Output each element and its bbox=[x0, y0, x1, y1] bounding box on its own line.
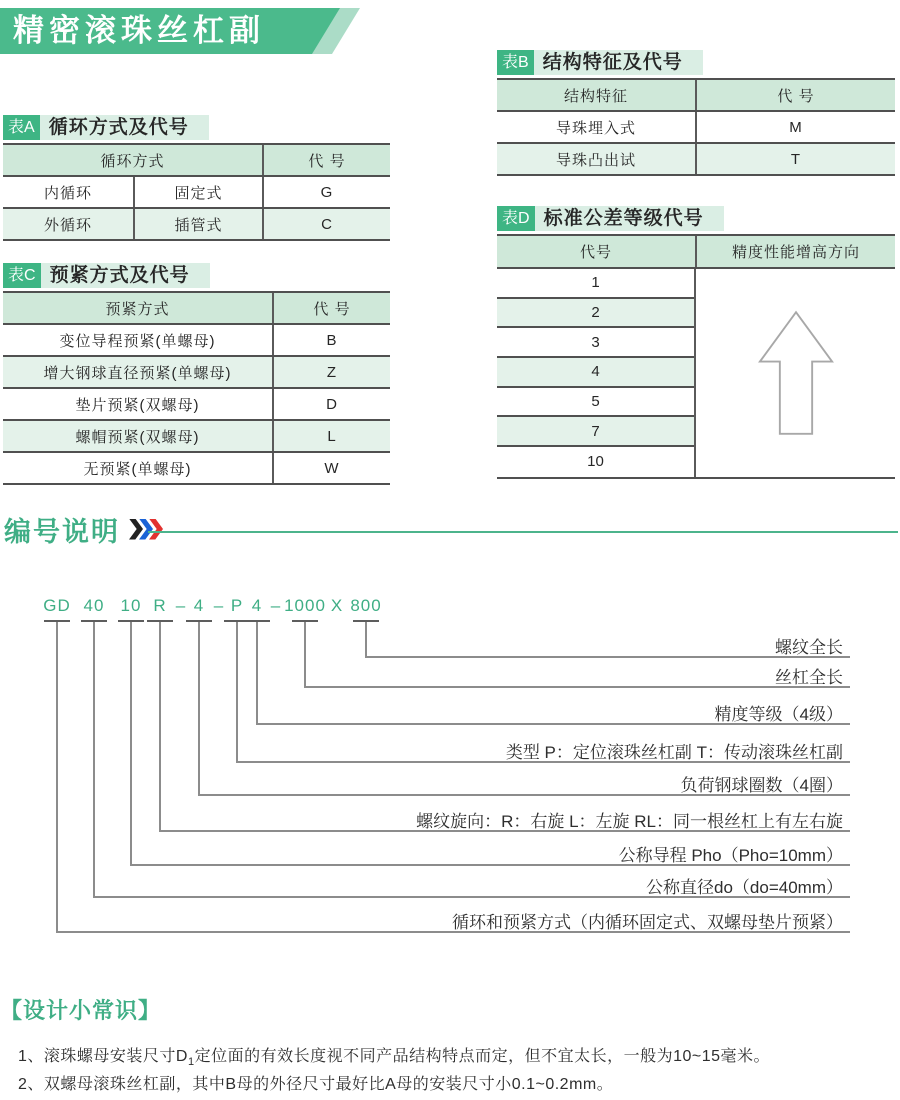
part-code-token: 10 bbox=[120, 596, 142, 615]
grade-code-row: 5 bbox=[497, 388, 694, 418]
table-cell: 变位导程预紧(单螺母) bbox=[59, 332, 216, 350]
connector-vertical-line bbox=[56, 622, 58, 933]
numbering-heading-text: 编号说明 bbox=[4, 516, 120, 547]
table-b-tag: 表B bbox=[497, 50, 534, 75]
connector-vertical-line bbox=[159, 622, 161, 832]
part-code-token: – bbox=[175, 596, 187, 615]
table-cell: W bbox=[272, 453, 390, 483]
tip-1-subscript: 1 bbox=[187, 1056, 195, 1069]
grade-code-row: 7 bbox=[497, 417, 694, 447]
part-code-token: 4 bbox=[193, 596, 205, 615]
connector-label: 螺纹旋向：R：右旋 L：左旋 RL：同一根丝杠上有左右旋 bbox=[416, 812, 843, 831]
part-code-token: 1000 bbox=[284, 596, 326, 615]
connector-vertical-line bbox=[130, 622, 132, 866]
part-code-token: – bbox=[213, 596, 225, 615]
part-code-token: R bbox=[153, 596, 167, 615]
table-d-tag: 表D bbox=[497, 206, 535, 231]
grade-code-row: 3 bbox=[497, 328, 694, 358]
table-cell: D bbox=[272, 389, 390, 419]
connector-vertical-line bbox=[365, 622, 367, 658]
table-cell: 固定式 bbox=[133, 177, 262, 207]
table-a-title: 循环方式及代号 bbox=[40, 115, 209, 140]
connector-label: 负荷钢球圈数（4圈） bbox=[680, 776, 843, 795]
table-cell: 导珠凸出试 bbox=[555, 151, 636, 169]
table-cell: 增大钢球直径预紧(单螺母) bbox=[43, 364, 232, 382]
connector-vertical-line bbox=[198, 622, 200, 796]
table-cell: M bbox=[695, 112, 895, 142]
table-a-tag: 表A bbox=[3, 115, 40, 140]
part-code-token: 800 bbox=[350, 596, 382, 615]
table-c-title: 预紧方式及代号 bbox=[41, 263, 210, 288]
table-cell: 代 号 bbox=[262, 145, 390, 175]
table-cell: 结构特征 bbox=[563, 87, 628, 105]
table-cell: 无预紧(单螺母) bbox=[83, 460, 192, 478]
table-cell: 精度性能增高方向 bbox=[695, 236, 895, 267]
table-cell: 垫片预紧(双螺母) bbox=[75, 396, 200, 414]
table-cell: G bbox=[262, 177, 390, 207]
table-cell: B bbox=[272, 325, 390, 355]
table-cell: 螺帽预紧(双螺母) bbox=[75, 428, 200, 446]
design-tips-heading: 【设计小常识】 bbox=[0, 998, 162, 1023]
part-code-token: X bbox=[330, 596, 344, 615]
table-cell: L bbox=[272, 421, 390, 451]
table-cell: C bbox=[262, 209, 390, 239]
connector-label: 螺纹全长 bbox=[775, 638, 843, 657]
connector-vertical-line bbox=[93, 622, 95, 898]
connector-label: 精度等级（4级） bbox=[714, 705, 843, 724]
design-tip-2: 2、双螺母滚珠丝杠副，其中B母的外径尺寸最好比A母的安装尺寸小0.1~0.2mm。 bbox=[18, 1076, 614, 1093]
table-cell: 代 号 bbox=[695, 80, 895, 110]
connector-label: 丝杠全长 bbox=[775, 668, 843, 687]
connector-label: 类型 P：定位滚珠丝杠副 T：传动滚珠丝杠副 bbox=[505, 743, 843, 762]
connector-vertical-line bbox=[304, 622, 306, 688]
table-cell: 代 号 bbox=[272, 293, 390, 323]
part-code-token: GD bbox=[43, 596, 71, 615]
table-cell: 内循环 bbox=[43, 184, 92, 202]
connector-vertical-line bbox=[236, 622, 238, 763]
design-tip-1 bbox=[18, 1043, 770, 1068]
grade-code-row: 1 bbox=[497, 269, 694, 299]
table-d-title: 标准公差等级代号 bbox=[535, 206, 724, 231]
table-cell: 代号 bbox=[579, 244, 612, 261]
part-code-token: 4 bbox=[251, 596, 263, 615]
table-cell: 循环方式 bbox=[100, 152, 165, 170]
table-cell: Z bbox=[272, 357, 390, 387]
grade-code-row: 4 bbox=[497, 358, 694, 388]
connector-vertical-line bbox=[256, 622, 258, 725]
tip-1-text: 定位面的有效长度视不同产品结构特点而定，但不宜太长，一般为10~15毫米。 bbox=[194, 1048, 771, 1065]
connector-label: 循环和预紧方式（内循环固定式、双螺母垫片预紧） bbox=[452, 913, 843, 932]
connector-label: 公称直径do（do=40mm） bbox=[646, 878, 843, 897]
part-code-token: P bbox=[230, 596, 244, 615]
part-code-token: 40 bbox=[83, 596, 105, 615]
table-cell: T bbox=[695, 144, 895, 174]
grade-code-row: 10 bbox=[497, 447, 694, 477]
tip-1-text: 1、滚珠螺母安装尺寸D bbox=[18, 1048, 188, 1065]
grade-code-row: 2 bbox=[497, 299, 694, 329]
table-cell: 导珠埋入式 bbox=[555, 119, 636, 137]
connector-label: 公称导程 Pho（Pho=10mm） bbox=[618, 846, 843, 865]
page-title: 精密滚珠丝杠副 bbox=[13, 13, 265, 48]
table-cell: 外循环 bbox=[43, 216, 92, 234]
table-c-tag: 表C bbox=[3, 263, 41, 288]
table-b-title: 结构特征及代号 bbox=[534, 50, 703, 75]
table-cell: 插管式 bbox=[133, 209, 262, 239]
table-cell: 预紧方式 bbox=[105, 300, 170, 318]
connector-horizontal-line bbox=[304, 686, 850, 688]
part-code-token: – bbox=[270, 596, 282, 615]
